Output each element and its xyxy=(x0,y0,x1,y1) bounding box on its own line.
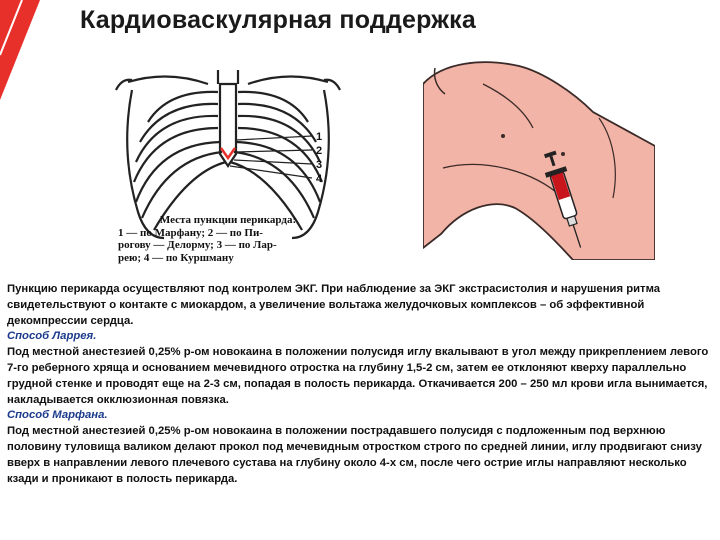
figure-caption xyxy=(118,214,338,264)
paragraph-larrey: Под местной анестезией 0,25% р-ом новокаина в положении полусидя иглу вкалывают в угол между прикреплением левого 7-го реберного хряща и основанием мечевидного отростка на глубину 1,5-2 см, затем ее отклоняют кверху параллельно грудной стенке и проводят еще на 2-3 см, попадая в полость перикарда. Откачивается 200 – 250 мл крови игла вынимается, накладывается окклюзионная повязка. xyxy=(7,346,709,406)
body-text xyxy=(7,282,715,487)
caption-line: рогову — Делорму; 3 — по Лар- xyxy=(118,239,277,251)
marker-2: 2 xyxy=(316,145,323,157)
patient-syringe-illustration xyxy=(423,58,655,260)
marker-1: 1 xyxy=(316,131,323,143)
marfan-method-heading: Способ Марфана. xyxy=(7,409,108,422)
paragraph-marfan: Под местной анестезией 0,25% р-ом новокаина в положении пострадавшего полусидя с подложенным под верхнюю половину туловища валиком делают прокол под мечевидным отростком строго по средней линии, иглу продвигают снизу вверх в направлении левого плечевого сустава на глубину около 4-х см, после чего острие иглы направляют несколько кзади и проникают в полость перикарда. xyxy=(7,425,702,485)
marker-3: 3 xyxy=(316,159,323,171)
slide-title: Кардиоваскулярная поддержка xyxy=(80,6,477,34)
marker-4: 4 xyxy=(316,173,323,185)
caption-line: 1 — по Марфану; 2 — по Пи- xyxy=(118,226,263,239)
caption-line: рею; 4 — по Куршману xyxy=(118,251,234,264)
paragraph-ecg: Пункцию перикарда осуществляют под контролем ЭКГ. При наблюдение за ЭКГ экстрасистолия и нарушения ритма свидетельствуют о контакте с миокардом, а увеличение вольтажа желудочковых комплексов – об эффективной декомпрессии сердца. xyxy=(7,283,661,327)
caption-title: Места пункции перикарда: xyxy=(159,214,297,226)
corner-accent xyxy=(0,0,40,100)
larrey-method-heading: Способ Ларрея. xyxy=(7,330,97,343)
